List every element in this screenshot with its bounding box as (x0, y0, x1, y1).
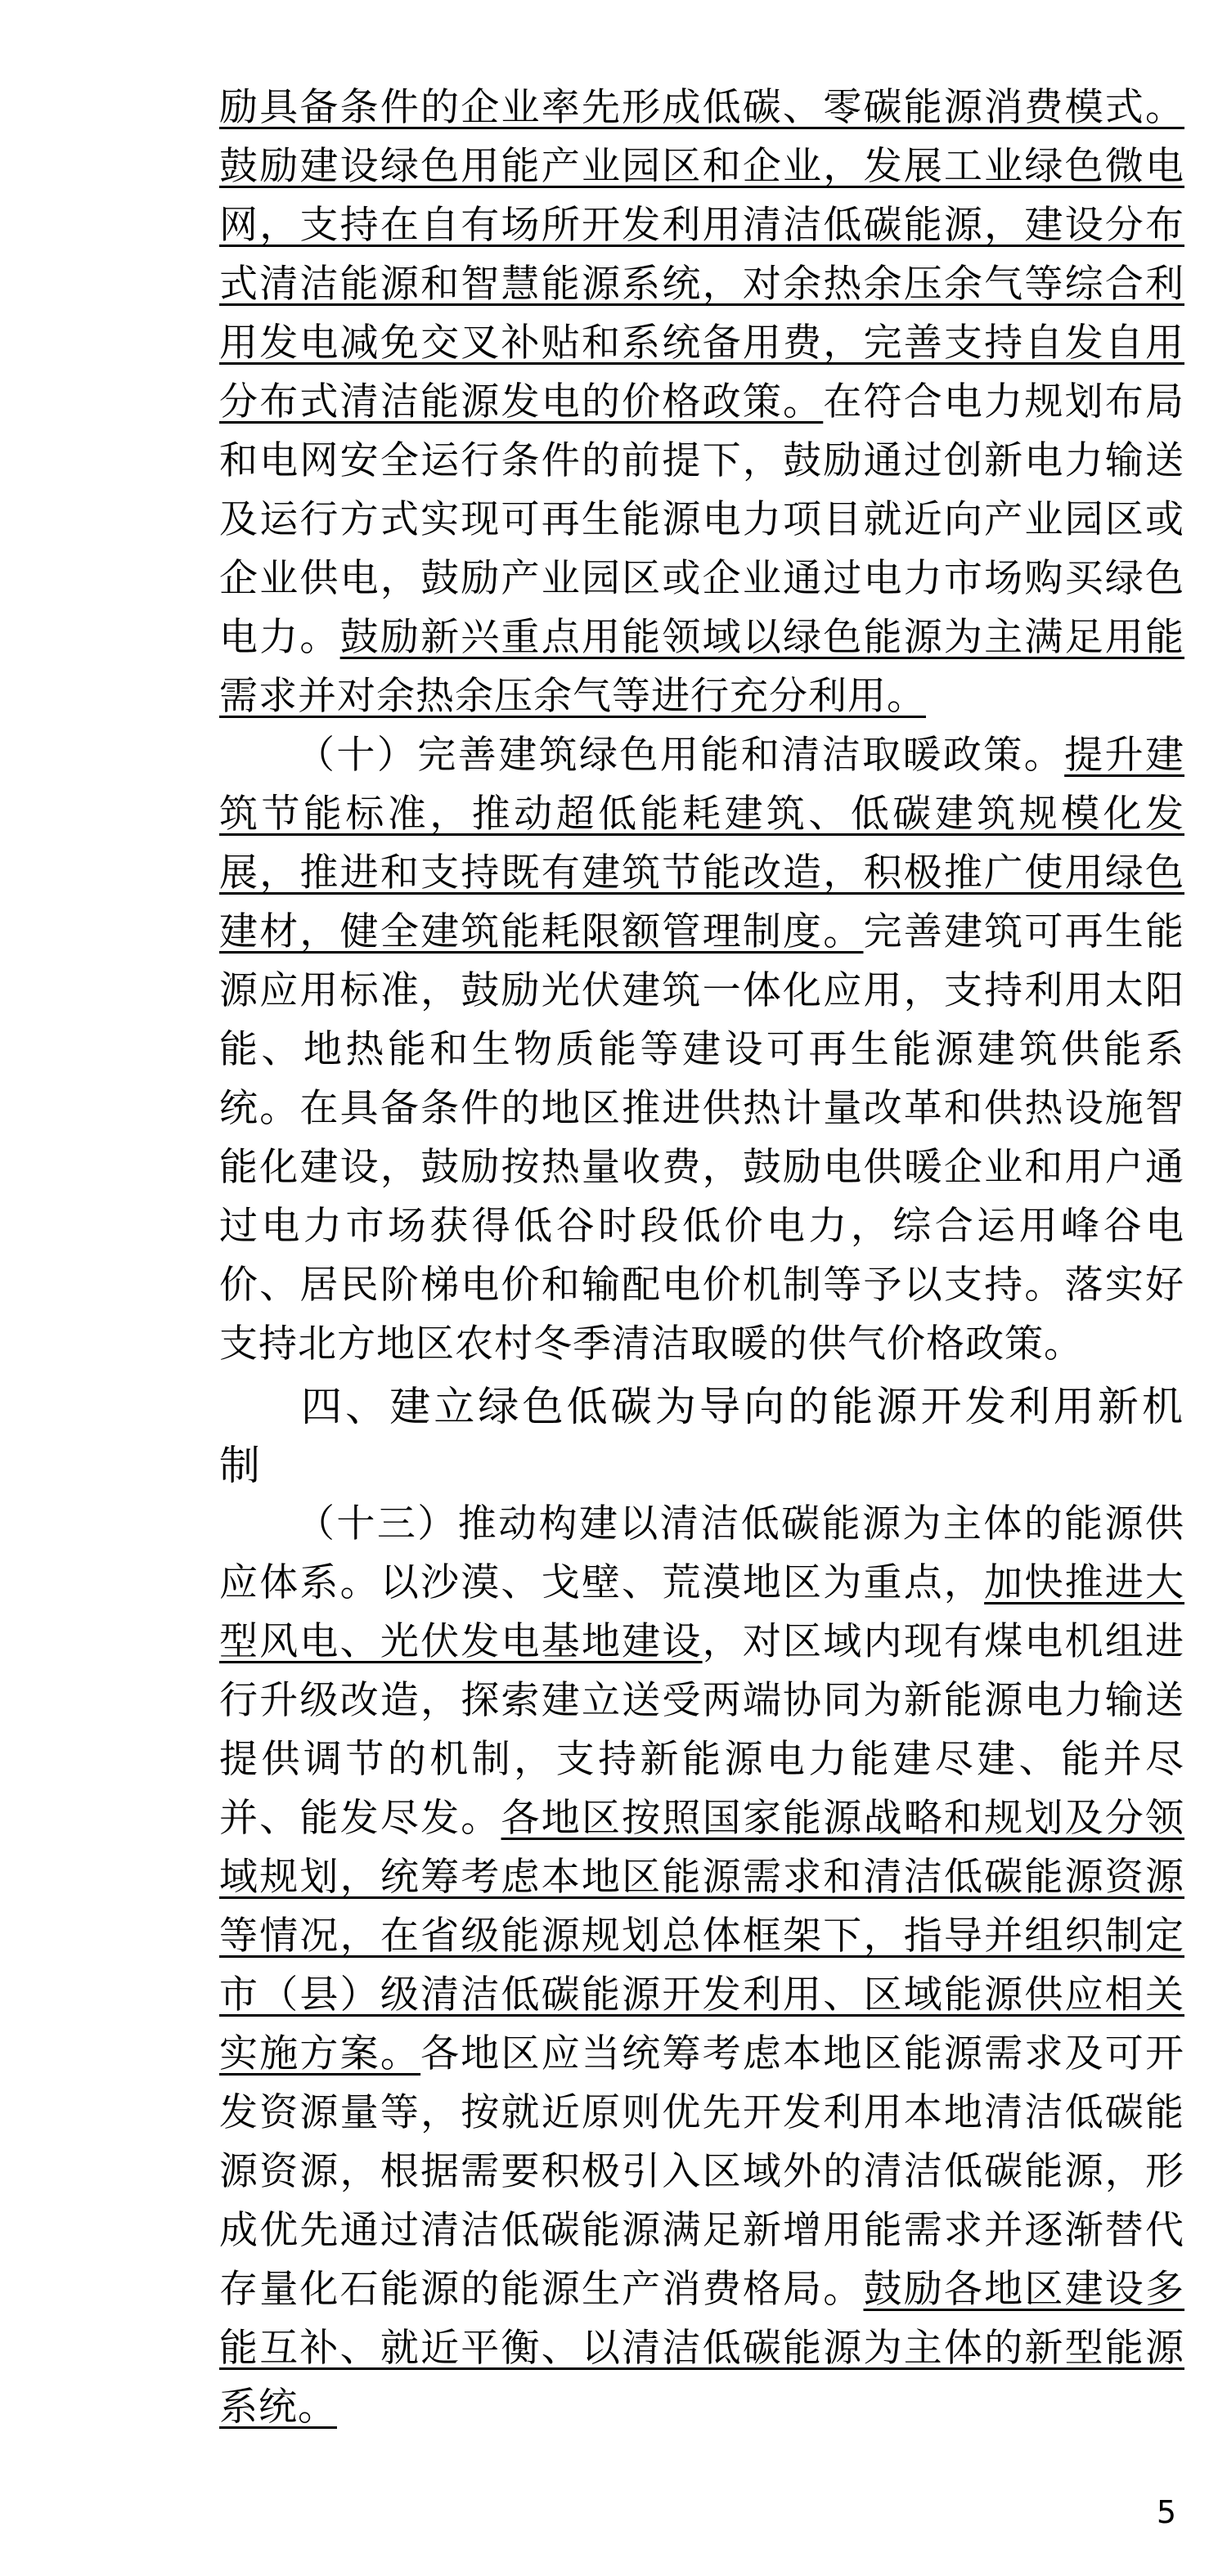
underlined-text: 鼓励新兴重点用能领域以绿色能源为主满足用能需求并对余热余压余气等进行充分利用。 (219, 615, 1185, 719)
paragraph-item-10 (219, 726, 1184, 1374)
page-number: 5 (1156, 2494, 1176, 2530)
item-title: （十）完善建筑绿色用能和清洁取暖政策。 (296, 733, 1065, 778)
underlined-text: 励具备条件的企业率先形成低碳、零碳能源消费模式。鼓励建设绿色用能产业园区和企业，发展工业绿色微电网，支持在自有场所开发利用清洁低碳能源，建设分布式清洁能源和智慧能源系统，对余热余压余气等综合利用发电减免交叉补贴和系统备用费，完善支持自发自用分布式清洁能源发电的价格政策。 (219, 85, 1184, 424)
underlined-text: 提升建筑节能标准，推动超低能耗建筑、低碳建筑规模化发展，推进和支持既有建筑节能改造，积极推广使用绿色建材，健全建筑能耗限额管理制度。 (219, 733, 1185, 954)
underlined-text: 鼓励各地区建设多能互补、就近平衡、以清洁低碳能源为主体的新型能源系统。 (219, 2267, 1185, 2430)
plain-text: ，对区域内现有煤电机组进行升级改造，探索建立送受两端协同为新能源电力输送提供调节的机制，支持新能源电力能建尽建、能并尽并、能发尽发。 (219, 1619, 1185, 1841)
body-text (219, 79, 1184, 2437)
paragraph-item-13 (219, 1495, 1184, 2437)
plain-text: 各地区应当统筹考虑本地区能源需求及可开发资源量等，按就近原则优先开发利用本地清洁低碳能源资源，根据需要积极引入区域外的清洁低碳能源，形成优先通过清洁低碳能源满足新增用能需求并逐渐替代存量化石能源的能源生产消费格局。 (219, 2031, 1185, 2312)
paragraph-green-energy-parks (219, 79, 1184, 726)
item-title: （十三）推动构建以清洁低碳能源为主体的能源供应体系。以沙漠、戈壁、荒漠地区为重点， (219, 1501, 1184, 1605)
underlined-text: 各地区按照国家能源战略和规划及分领域规划，统筹考虑本地区能源需求和清洁低碳能源资源等情况，在省级能源规划总体框架下，指导并组织制定市（县）级清洁低碳能源开发利用、区域能源供应相关实施方案。 (219, 1796, 1185, 2076)
plain-text: 完善建筑可再生能源应用标准，鼓励光伏建筑一体化应用，支持利用太阳能、地热能和生物质能等建设可再生能源建筑供能系统。在具备条件的地区推进供热计量改革和供热设施智能化建设，鼓励按热量收费，鼓励电供暖企业和用户通过电力市场获得低谷时段低价电力，综合运用峰谷电价、居民阶梯电价和输配电价机制等予以支持。落实好支持北方地区农村冬季清洁取暖的供气价格政策。 (219, 909, 1185, 1367)
section-heading: 四、建立绿色低碳为导向的能源开发利用新机制 (219, 1383, 1184, 1489)
plain-text: 在符合电力规划布局和电网安全运行条件的前提下，鼓励通过创新电力输送及运行方式实现可再生能源电力项目就近向产业园区或企业供电，鼓励产业园区或企业通过电力市场购买绿色电力。 (219, 379, 1185, 660)
underlined-text: 加快推进大型风电、光伏发电基地建设 (219, 1560, 1185, 1664)
